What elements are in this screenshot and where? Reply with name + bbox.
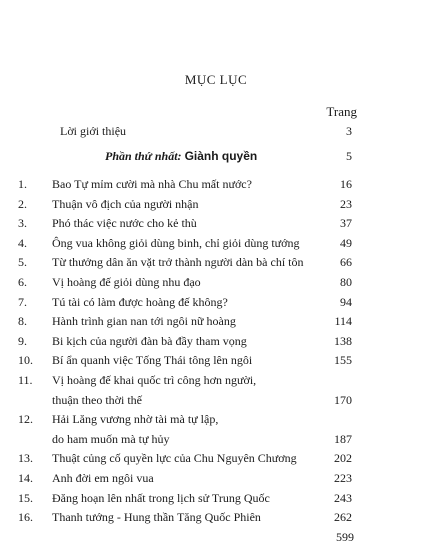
toc-entry-title-line: Thuật củng cố quyền lực của Chu Nguyên Chương <box>52 451 297 466</box>
toc-entry-number: 3. <box>18 216 27 231</box>
toc-entry-title <box>52 449 357 469</box>
toc-entry <box>18 371 357 410</box>
toc-entry <box>18 351 357 371</box>
toc-entry-title <box>52 371 357 410</box>
toc-entry-number: 1. <box>18 177 27 191</box>
toc-entry-number: 11. <box>18 372 33 387</box>
toc-entry-page: 223 <box>334 470 352 485</box>
toc-entry-title <box>52 410 357 449</box>
toc-entry-title-line: do ham muốn mà tự hủy <box>52 431 170 446</box>
toc-entry <box>18 332 357 352</box>
toc-entry-title-line: Từ thưởng dân ăn vặt trở thành người dàn bà chí tôn <box>52 255 304 270</box>
toc-entry-title <box>52 214 357 234</box>
part-name: Giành quyền <box>184 149 258 163</box>
toc-entry-page: 23 <box>340 196 352 211</box>
toc-entry-title <box>52 332 357 352</box>
toc-entry-title <box>52 293 357 313</box>
toc-entry-number: 15. <box>18 490 33 505</box>
intro-entry <box>60 124 357 139</box>
part-page: 5 <box>346 149 352 163</box>
toc-entry-title-line: Hải Lăng vương nhờ tài mà tự lập, <box>52 412 219 427</box>
toc-entry-page: 49 <box>340 235 352 250</box>
toc-entry <box>18 508 357 528</box>
toc-entry-title <box>52 253 357 273</box>
toc-entry-title-line: Thanh tướng - Hung thần Tăng Quốc Phiên <box>52 510 261 525</box>
toc-entry-page: 66 <box>340 255 352 270</box>
toc-entry-title-line: Anh đời em ngôi vua <box>52 470 154 485</box>
toc-entry-title <box>52 508 357 528</box>
toc-entry-page: 155 <box>334 353 352 368</box>
toc-entry <box>18 469 357 489</box>
toc-entry-page: 37 <box>340 216 352 231</box>
toc-entry-number: 14. <box>18 470 33 485</box>
toc-entry-number: 10. <box>18 353 33 368</box>
toc-entry <box>18 175 357 195</box>
toc-entry-number: 5. <box>18 255 27 270</box>
intro-page: 3 <box>346 124 352 138</box>
toc-entry <box>18 195 357 215</box>
toc-entry-number: 6. <box>18 274 27 289</box>
toc-entry-title <box>52 489 357 509</box>
page-column-header: Trang <box>326 104 357 119</box>
toc-entry-title-line: Ông vua không giỏi dùng binh, chỉ giỏi dùng tướng <box>52 235 300 250</box>
intro-text: Lời giới thiệu <box>60 124 127 138</box>
toc-entry-title-line: Đăng hoạn lên nhất trong lịch sử Trung Quốc <box>52 490 270 505</box>
toc-entry-title-line: Bao Tự mỉm cười mà nhà Chu mất nước? <box>52 177 252 191</box>
toc-entry-number: 4. <box>18 235 27 250</box>
toc-entry-title <box>52 234 357 254</box>
toc-entry-number: 2. <box>18 196 27 211</box>
toc-entry-number: 12. <box>18 412 33 427</box>
toc-entry-page: 16 <box>340 177 352 191</box>
toc-entry <box>18 293 357 313</box>
toc-entry-page: 243 <box>334 490 352 505</box>
toc-entry <box>18 214 357 234</box>
toc-entry-title <box>52 351 357 371</box>
toc-entry-number: 8. <box>18 314 27 329</box>
toc-entry <box>18 312 357 332</box>
toc-entry-title <box>52 469 357 489</box>
toc-entry-title-line: Thuận vô địch của người nhận <box>52 196 199 211</box>
toc-entry-title-line: thuận theo thời thế <box>52 392 142 407</box>
toc-entry-page: 262 <box>334 510 352 525</box>
toc-entry <box>18 449 357 469</box>
part-label: Phần thứ nhất: <box>105 149 182 163</box>
toc-entry-page: 202 <box>334 451 352 466</box>
toc-entry-number: 9. <box>18 333 27 348</box>
toc-entry-title <box>52 195 357 215</box>
toc-entry-title <box>52 175 357 195</box>
toc-entry-title-line: Tú tài có làm được hoàng đế không? <box>52 294 228 309</box>
toc-entry-title <box>52 312 357 332</box>
toc-entry-page: 187 <box>334 431 352 446</box>
toc-entry <box>18 253 357 273</box>
toc-entry-title-line: Vị hoàng đế khai quốc trì công hơn người, <box>52 372 257 387</box>
toc-entry-title-line: Vị hoàng đế giỏi dùng nhu đạo <box>52 274 201 289</box>
toc-entry <box>18 234 357 254</box>
toc-entry-page: 170 <box>334 392 352 407</box>
footer-page-number: 599 <box>336 530 354 544</box>
toc-entry-page: 138 <box>334 333 352 348</box>
toc-entry-number: 16. <box>18 510 33 525</box>
toc-entry <box>18 273 357 293</box>
toc-entry-title-line: Bi kịch của người đàn bà đầy tham vọng <box>52 333 247 348</box>
toc-entry-page: 80 <box>340 274 352 289</box>
toc-list <box>18 175 357 528</box>
toc-entry-number: 13. <box>18 451 33 466</box>
toc-entry-number: 7. <box>18 294 27 309</box>
page-title: MỤC LỤC <box>184 72 248 87</box>
toc-entry-title <box>52 273 357 293</box>
toc-entry <box>18 489 357 509</box>
toc-entry-title-line: Hành trình gian nan tới ngôi nữ hoàng <box>52 314 236 329</box>
toc-entry <box>18 410 357 449</box>
part-heading <box>105 149 357 164</box>
toc-entry-title-line: Phó thác việc nước cho kẻ thù <box>52 216 197 231</box>
toc-entry-page: 94 <box>340 294 352 309</box>
toc-entry-title-line: Bí ẩn quanh việc Tống Thái tông lên ngôi <box>52 353 253 368</box>
toc-entry-page: 114 <box>334 314 352 329</box>
